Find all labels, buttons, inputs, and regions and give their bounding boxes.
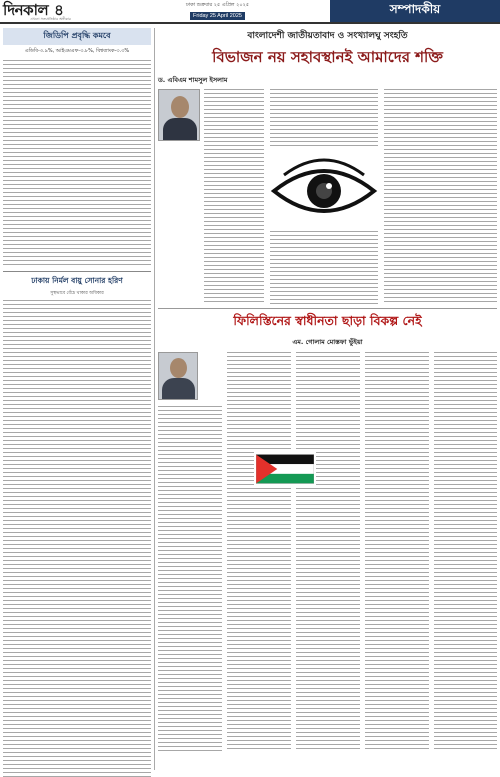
article-1-column-2 (270, 89, 378, 149)
article-1-column-1 (204, 89, 264, 304)
left-article-2-body (3, 300, 151, 777)
masthead-center (105, 0, 330, 22)
eye-icon (270, 155, 378, 225)
article-2-column-3 (296, 352, 360, 752)
left-article-2-subtitle: সুস্থভাবে বেঁচে থাকার অধিকার (50, 291, 104, 296)
section-title: সম্পাদকীয় (330, 0, 500, 22)
column-divider (154, 28, 155, 770)
left-article-2-title: ঢাকায় নির্মল বায়ু সোনার হরিণ (3, 271, 151, 288)
article-1-body (158, 89, 497, 304)
left-article-title: জিডিপি প্রবৃদ্ধি কমবে (3, 28, 151, 45)
article-1-kicker: বাংলাদেশী জাতীয়তাবাদ ও সংখ্যালঘু সংহতি (247, 31, 408, 41)
article-1-headline: বিভাজন নয় সহাবস্থানই আমাদের শক্তি (212, 48, 443, 66)
article-2-column-5 (434, 352, 497, 752)
article-2-column-1-text (158, 406, 222, 752)
left-column (3, 28, 151, 777)
article-2-column-4 (365, 352, 429, 752)
newspaper-logo: দিনকাল (3, 0, 49, 19)
article-1-byline: ড. এবিএম শামসুল ইসলাম (158, 76, 228, 84)
palestine-flag-icon (254, 452, 316, 486)
article-1-column-2b (270, 231, 378, 304)
left-article-subtitle: এডিবি-৩.৯%, আইএমএফ-৩.৮%, বিশ্বব্যাংক-৩.৩% (24, 48, 130, 54)
article-divider (158, 308, 497, 309)
page-number: ৪ (54, 0, 64, 19)
article-2-column-1 (158, 352, 222, 752)
article-2-column-2 (227, 352, 291, 752)
article-2-headline: ফিলিস্তিনের স্বাধীনতা ছাড়া বিকল্প নেই (233, 313, 422, 328)
author-portrait-icon (158, 89, 200, 141)
article-2-byline: এম. গোলাম মোস্তফা ভুঁইয়া (292, 338, 363, 346)
bangla-date: ঢাকা শুক্রবার ২৫ এপ্রিল ২০২৫ (185, 2, 250, 8)
article-1-column-3 (384, 89, 497, 304)
brand-slogan: এখনো সত্যপ্রতিষ্ঠার অঙ্গীকার (30, 17, 71, 21)
english-date: Friday 25 April 2025 (190, 12, 245, 20)
left-article-body (3, 60, 151, 265)
author-portrait-icon (158, 352, 198, 400)
main-content (158, 28, 497, 752)
article-2-body (158, 352, 497, 752)
masthead (0, 0, 500, 24)
newspaper-brand (0, 0, 105, 22)
